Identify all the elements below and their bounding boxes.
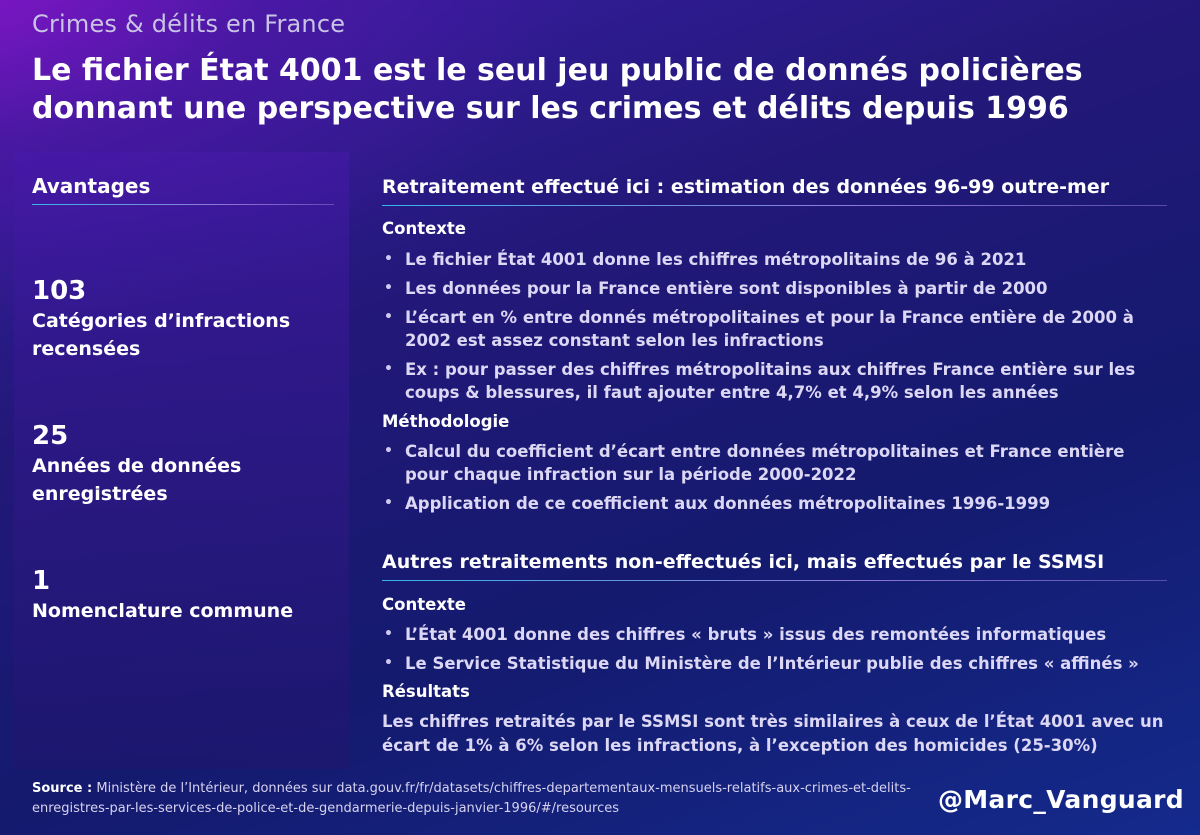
source-note	[32, 779, 932, 819]
section2-context-list	[382, 623, 1162, 681]
advantages-panel	[14, 152, 349, 769]
list-item: • Le fichier État 4001 donne les chiffres métropolitains de 96 à 2021	[382, 248, 1162, 271]
list-item: • Les données pour la France entière sont disponibles à partir de 2000	[382, 277, 1162, 300]
page-title: Le fichier État 4001 est le seul jeu public de donnés policières donnant une perspective sur les crimes et délits depuis 1996	[32, 53, 1083, 126]
section2-results-label: Résultats	[382, 682, 470, 701]
stat-number: 25	[32, 421, 69, 451]
list-item: • Ex : pour passer des chiffres métropolitains aux chiffres France entière sur les coups & blessures, il faut ajouter entre 4,7% et 4,9% selon les années	[382, 358, 1162, 404]
stat-categories	[32, 275, 332, 363]
list-item: • L’État 4001 donne des chiffres « bruts » issus des remontées informatiques	[382, 623, 1162, 646]
source-text: Ministère de l’Intérieur, données sur data.gouv.fr/fr/datasets/chiffres-departementaux-mensuels-relatifs-aux-crimes-et-delits-enregistres-par-les-services-de-police-et-de-gendarmerie-depuis-janvier-1996/#/resources	[32, 781, 911, 816]
list-item: • L’écart en % entre donnés métropolitaines et pour la France entière de 2000 à 2002 est assez constant selon les infractions	[382, 306, 1162, 352]
stat-label: Catégories d’infractions recensées	[32, 310, 291, 360]
section1-context-list	[382, 248, 1162, 410]
section1-title: Retraitement effectué ici : estimation des données 96-99 outre-mer	[382, 176, 1110, 198]
list-item: • Application de ce coefficient aux données métropolitaines 1996-1999	[382, 492, 1162, 515]
list-item: • Calcul du coefficient d’écart entre données métropolitaines et France entière pour chaque infraction sur la période 2000-2022	[382, 440, 1162, 486]
section1-method-list	[382, 440, 1162, 521]
page-supertitle: Crimes & délits en France	[32, 10, 346, 38]
stat-label: Années de données enregistrées	[32, 455, 242, 505]
section2-context-label: Contexte	[382, 595, 466, 614]
stat-number: 1	[32, 566, 51, 596]
advantages-divider	[32, 204, 334, 205]
author-handle: @Marc_Vanguard	[937, 785, 1184, 814]
stat-number: 103	[32, 276, 87, 306]
section2-divider	[382, 580, 1167, 581]
section1-method-label: Méthodologie	[382, 412, 510, 431]
advantages-title: Avantages	[32, 174, 151, 198]
section1-divider	[382, 205, 1167, 206]
section2-results-text: Les chiffres retraités par le SSMSI sont très similaires à ceux de l’État 4001 avec un écart de 1% à 6% selon les infractions, à l’exception des homicides (25-30%)	[382, 712, 1164, 755]
stat-label: Nomenclature commune	[32, 600, 294, 622]
stat-nomenclature	[32, 565, 332, 625]
stat-years	[32, 420, 332, 508]
list-item: • Le Service Statistique du Ministère de l’Intérieur publie des chiffres « affinés »	[382, 652, 1162, 675]
section2-title: Autres retraitements non-effectués ici, mais effectués par le SSMSI	[382, 551, 1105, 573]
section1-context-label: Contexte	[382, 219, 466, 238]
source-label: Source :	[32, 781, 93, 796]
